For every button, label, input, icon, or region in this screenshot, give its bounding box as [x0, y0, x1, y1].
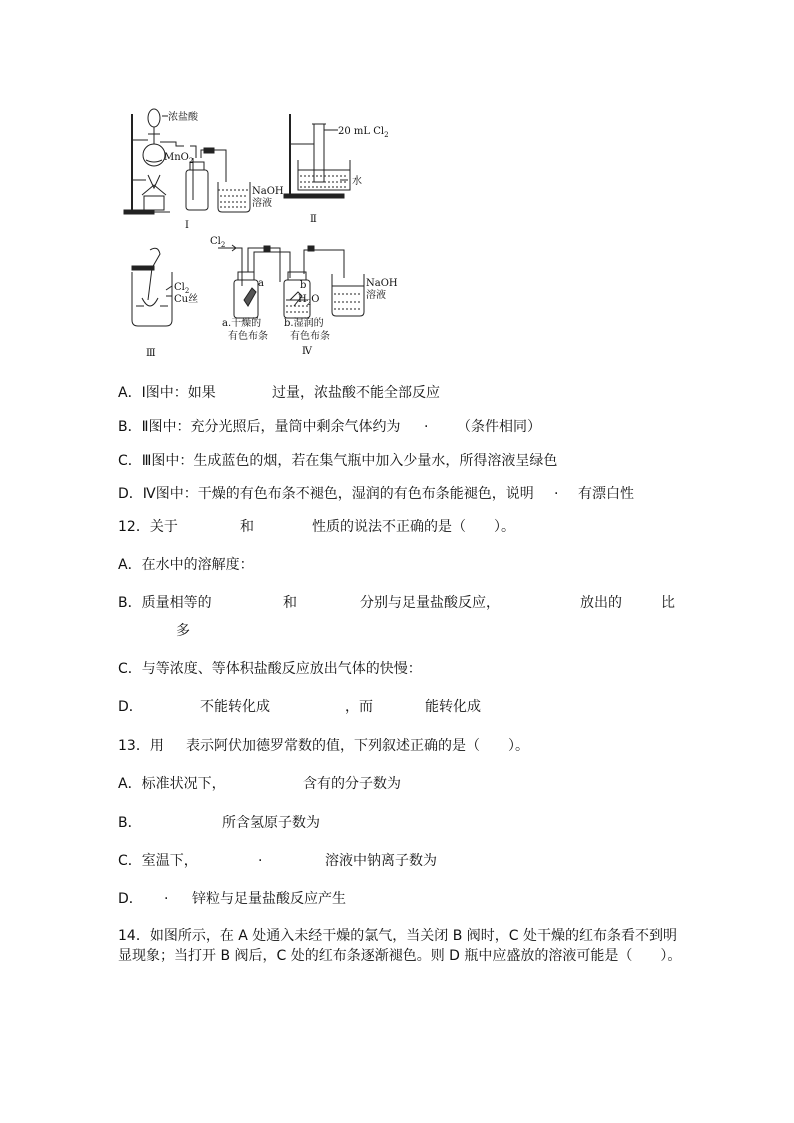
text-line-12-seg-1: A．标准状况下， [118, 776, 226, 792]
text-line-7-seg-2: 和 [283, 595, 297, 611]
text-line-15-seg-1: D． [118, 891, 143, 907]
text-line-1-seg-2: 过量，浓盐酸不能全部反应 [272, 385, 440, 401]
text-line-11-seg-1: 13．用 [118, 738, 164, 754]
text-line-13-seg-1: B． [118, 815, 142, 831]
label-cl2-IV: $Cl_2$ [210, 236, 226, 249]
text-line-4-seg-3: 有漂白性 [578, 486, 634, 502]
text-line-10-seg-2: 不能转化成 [200, 699, 270, 715]
text-line-3-seg-1: C．Ⅲ图中：生成蓝色的烟，若在集气瓶中加入少量水，所得溶液呈绿色 [118, 453, 558, 469]
text-line-13-seg-2: 所含氢原子数为 [222, 815, 320, 831]
label-naoh-IV: NaOH [366, 278, 398, 289]
label-b: b [300, 280, 307, 291]
text-line-6-seg-1: A．在水中的溶解度： [118, 557, 254, 573]
roman-IV: Ⅳ [302, 346, 312, 357]
text-line-8-seg-1: 多 [176, 623, 190, 639]
text-line-7-seg-1: B．质量相等的 [118, 595, 212, 611]
label-h2o: $H_2O$ [298, 294, 320, 307]
text-line-10-seg-3: ，而 [345, 699, 373, 715]
text-line-15-seg-2: · [164, 891, 169, 907]
text-line-7-seg-5: 比 [661, 595, 675, 611]
label-water: 水 [352, 176, 362, 187]
text-line-16-seg-1: 14．如图所示，在 A 处通入未经干燥的氯气，当关闭 B 阀时，C 处干燥的红布条看不到明 [118, 928, 678, 944]
label-conc-hcl: 浓盐酸 [168, 112, 198, 123]
text-line-7-seg-4: 放出的 [580, 595, 622, 611]
caption-b-line1: b.湿润的 [284, 318, 324, 329]
text-line-4-seg-1: D．Ⅳ图中：干燥的有色布条不褪色，湿润的有色布条能褪色，说明 [118, 486, 534, 502]
text-line-14-seg-3: 溶液中钠离子数为 [325, 853, 437, 869]
label-mno2: MnO$_2$ [164, 152, 194, 165]
apparatus-figure [118, 100, 418, 362]
apparatus-IV [218, 245, 364, 318]
roman-I: Ⅰ [185, 220, 189, 231]
text-line-11-seg-2: 表示阿伏加德罗常数的值，下列叙述正确的是（ ）。 [186, 738, 529, 754]
text-line-2-seg-2: · [424, 419, 429, 435]
label-naoh-I: NaOH [252, 186, 284, 197]
text-line-10-seg-1: D． [118, 699, 143, 715]
text-line-15-seg-3: 锌粒与足量盐酸反应产生 [192, 891, 346, 907]
caption-b-line2: 有色布条 [290, 331, 330, 342]
roman-III: Ⅲ [146, 348, 156, 359]
text-line-5-seg-1: 12．关于 [118, 519, 178, 535]
text-line-5-seg-2: 和 [240, 519, 254, 535]
label-a: a [258, 278, 264, 289]
text-line-1-seg-1: A．Ⅰ图中：如果 [118, 385, 216, 401]
text-line-14-seg-2: · [258, 853, 263, 869]
text-line-4-seg-2: · [554, 486, 559, 502]
text-line-2-seg-1: B．Ⅱ图中：充分光照后，量筒中剩余气体约为 [118, 419, 401, 435]
apparatus-III [132, 248, 172, 326]
text-line-10-seg-4: 能转化成 [425, 699, 481, 715]
caption-a-line2: 有色布条 [228, 331, 268, 342]
text-line-7-seg-3: 分别与足量盐酸反应， [360, 595, 500, 611]
roman-II: Ⅱ [310, 214, 317, 225]
text-line-14-seg-1: C．室温下， [118, 853, 198, 869]
text-line-12-seg-2: 含有的分子数为 [303, 776, 401, 792]
text-line-2-seg-3: （条件相同） [457, 419, 541, 435]
label-cl2-III: $Cl_2$ [174, 282, 190, 295]
label-cu-wire: Cu丝 [174, 294, 199, 305]
caption-a-line1: a.干燥的 [222, 318, 262, 329]
text-line-5-seg-3: 性质的说法不正确的是（ ）。 [312, 519, 515, 535]
label-solution-IV: 溶液 [366, 290, 386, 301]
label-solution-I: 溶液 [252, 198, 272, 209]
text-line-9-seg-1: C．与等浓度、等体积盐酸反应放出气体的快慢： [118, 661, 422, 677]
text-line-17-seg-1: 显现象；当打开 B 阀后，C 处的红布条逐渐褪色。则 D 瓶中应盛放的溶液可能是（ ）。 [118, 948, 682, 964]
label-cl2-II: 20 mL $Cl_2$ [338, 126, 389, 139]
